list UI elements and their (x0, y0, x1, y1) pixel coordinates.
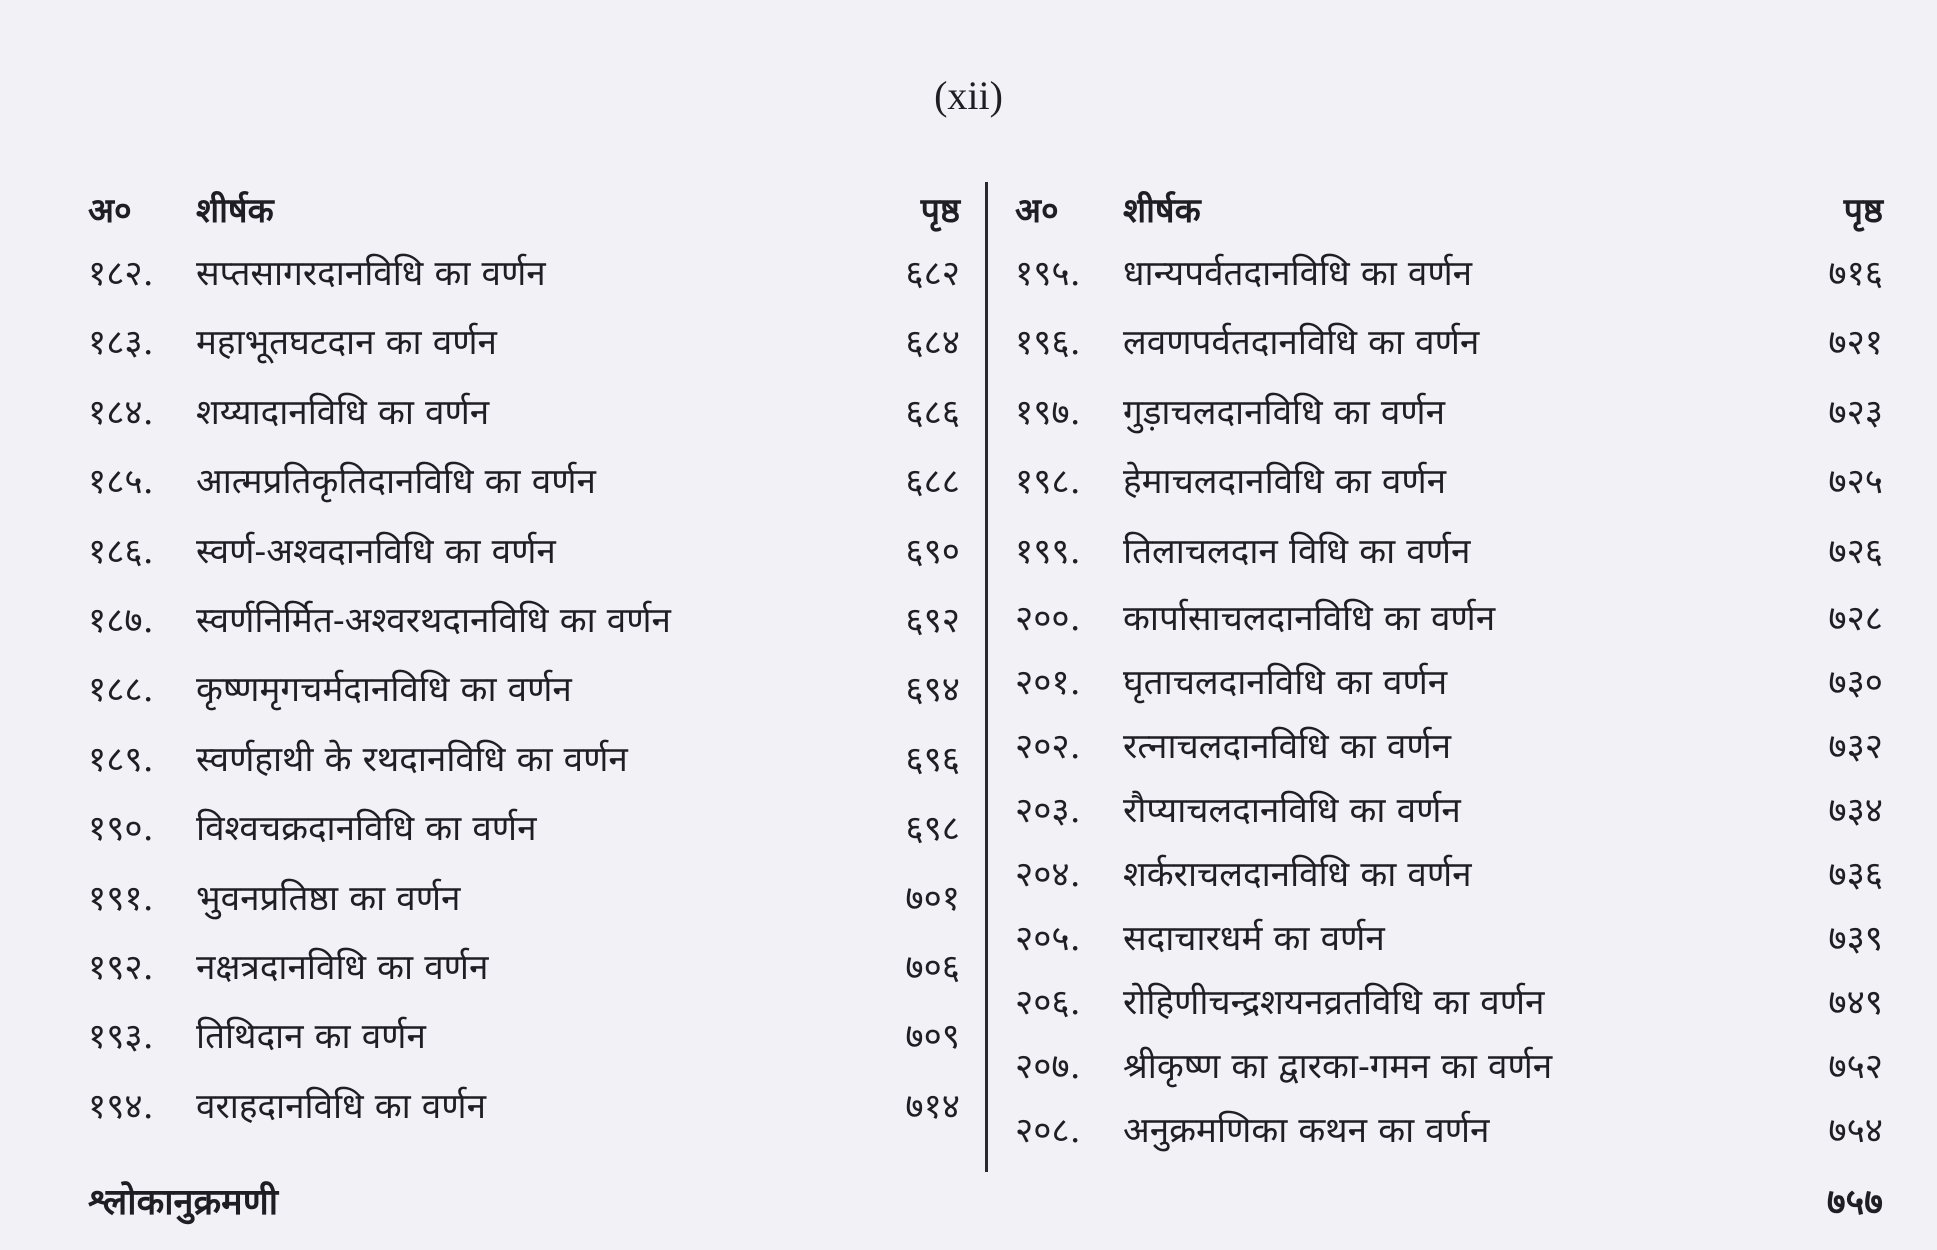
chapter-header: अ० (1015, 191, 1059, 231)
chapter-number: १८९. (88, 739, 154, 780)
page-ref: ७१६ (1828, 254, 1883, 294)
chapter-number: १९३. (88, 1017, 154, 1058)
chapter-title: नक्षत्रदानविधि का वर्णन (196, 947, 489, 988)
toc-entry (1015, 379, 1883, 448)
page-ref: ७३४ (1828, 790, 1883, 831)
page-ref: ७२३ (1828, 392, 1883, 433)
page-ref: ६९६ (905, 739, 960, 780)
chapter-number: २०६. (1015, 982, 1081, 1023)
page-ref: ६८६ (905, 392, 960, 433)
toc-entry (88, 240, 960, 309)
page-ref: ७३९ (1828, 918, 1883, 959)
title-header: शीर्षक (196, 191, 274, 231)
chapter-number: १९८. (1015, 462, 1081, 503)
page-ref: ६८८ (905, 462, 960, 503)
chapter-number: १८८. (88, 670, 154, 711)
column-divider (985, 182, 988, 1172)
toc-entry (88, 1003, 960, 1072)
page-ref: ७०९ (905, 1017, 960, 1058)
page-ref: ६९८ (905, 809, 960, 850)
chapter-number: २०५. (1015, 918, 1081, 959)
toc-entry (1015, 1099, 1883, 1163)
chapter-title: लवणपर्वतदानविधि का वर्णन (1123, 323, 1480, 364)
page-number: (xii) (934, 73, 1003, 118)
toc-entry (1015, 715, 1883, 779)
toc-entry (1015, 448, 1883, 517)
column-header (1015, 178, 1883, 240)
chapter-title: तिथिदान का वर्णन (196, 1017, 426, 1058)
page-ref: ६९४ (905, 670, 960, 711)
chapter-number: १८७. (88, 600, 154, 641)
chapter-title: रोहिणीचन्द्रशयनव्रतविधि का वर्णन (1123, 982, 1545, 1023)
chapter-title: स्वर्ण-अश्वदानविधि का वर्णन (196, 531, 556, 572)
toc-entry (88, 656, 960, 725)
chapter-title: सप्तसागरदानविधि का वर्णन (196, 254, 546, 294)
toc-entry (88, 518, 960, 587)
toc-entry (1015, 309, 1883, 378)
shloka-index-entry (88, 1170, 1883, 1236)
toc-right-list (1015, 240, 1883, 1163)
page-ref: ७२५ (1828, 462, 1883, 503)
chapter-title: स्वर्णहाथी के रथदानविधि का वर्णन (196, 739, 628, 780)
toc-entry (88, 448, 960, 517)
toc-entry (88, 309, 960, 378)
chapter-title: शय्यादानविधि का वर्णन (196, 392, 490, 433)
chapter-title: महाभूतघटदान का वर्णन (196, 323, 497, 364)
toc-entry (1015, 779, 1883, 843)
chapter-number: १९९. (1015, 531, 1081, 572)
chapter-title: कृष्णमृगचर्मदानविधि का वर्णन (196, 670, 572, 711)
page-header: पृष्ठ (1843, 191, 1883, 231)
page-ref: ६८४ (905, 323, 960, 364)
page-ref: ७१४ (905, 1086, 960, 1127)
page-ref: ७५२ (1828, 1046, 1883, 1087)
toc-entry (88, 1073, 960, 1142)
page-ref: ६९२ (905, 600, 960, 641)
toc-entry (1015, 971, 1883, 1035)
toc-right-column (1015, 178, 1883, 1163)
chapter-number: २०८. (1015, 1110, 1081, 1151)
chapter-title: गुड़ाचलदानविधि का वर्णन (1123, 392, 1446, 433)
chapter-title: धान्यपर्वतदानविधि का वर्णन (1123, 254, 1473, 294)
page-ref: ६८२ (905, 254, 960, 294)
chapter-title: रत्नाचलदानविधि का वर्णन (1123, 726, 1452, 767)
chapter-number: १८३. (88, 323, 154, 364)
column-header (88, 178, 960, 240)
toc-left-list (88, 240, 960, 1142)
chapter-number: १९४. (88, 1086, 154, 1127)
chapter-number: २०७. (1015, 1046, 1081, 1087)
chapter-number: २०१. (1015, 662, 1081, 703)
shloka-index-title: श्लोकानुक्रमणी (88, 1182, 279, 1223)
toc-entry (88, 587, 960, 656)
chapter-title: अनुक्रमणिका कथन का वर्णन (1123, 1110, 1490, 1151)
chapter-number: २०४. (1015, 854, 1081, 895)
chapter-title: शर्कराचलदानविधि का वर्णन (1123, 854, 1472, 895)
page-ref: ७०१ (905, 878, 960, 919)
toc-entry (88, 865, 960, 934)
page-ref: ६९० (905, 531, 960, 572)
page-ref: ७३६ (1828, 854, 1883, 895)
chapter-title: वराहदानविधि का वर्णन (196, 1086, 487, 1127)
page-header: पृष्ठ (920, 191, 960, 231)
chapter-title: श्रीकृष्ण का द्वारका-गमन का वर्णन (1123, 1046, 1553, 1087)
chapter-number: २०३. (1015, 790, 1081, 831)
chapter-title: आत्मप्रतिकृतिदानविधि का वर्णन (196, 462, 596, 503)
page-ref: ७५४ (1828, 1110, 1883, 1151)
chapter-number: १९७. (1015, 392, 1081, 433)
toc-entry (88, 934, 960, 1003)
page-ref: ७३० (1828, 662, 1883, 703)
toc-entry (88, 379, 960, 448)
chapter-number: १९२. (88, 947, 154, 988)
toc-entry (88, 726, 960, 795)
page-ref: ७३२ (1828, 726, 1883, 767)
chapter-title: रौप्याचलदानविधि का वर्णन (1123, 790, 1461, 831)
chapter-title: भुवनप्रतिष्ठा का वर्णन (196, 878, 461, 919)
page-ref: ७२१ (1828, 323, 1883, 364)
page-ref: ७४९ (1828, 982, 1883, 1023)
toc-entry (1015, 1035, 1883, 1099)
page-ref: ७२६ (1828, 531, 1883, 572)
chapter-number: १८५. (88, 462, 154, 503)
page-ref: ७२८ (1828, 598, 1883, 639)
chapter-title: तिलाचलदान विधि का वर्णन (1123, 531, 1471, 572)
chapter-number: १९१. (88, 878, 154, 919)
chapter-title: स्वर्णनिर्मित-अश्वरथदानविधि का वर्णन (196, 600, 671, 641)
chapter-number: १८४. (88, 392, 154, 433)
chapter-title: हेमाचलदानविधि का वर्णन (1123, 462, 1447, 503)
chapter-number: १८२. (88, 254, 154, 294)
toc-entry (1015, 587, 1883, 651)
chapter-title: कार्पासाचलदानविधि का वर्णन (1123, 598, 1496, 639)
chapter-title: सदाचारधर्म का वर्णन (1123, 918, 1385, 959)
toc-entry (1015, 843, 1883, 907)
toc-entry (1015, 518, 1883, 587)
chapter-title: घृताचलदानविधि का वर्णन (1123, 662, 1448, 703)
chapter-header: अ० (88, 191, 132, 231)
toc-entry (1015, 907, 1883, 971)
toc-left-column (88, 178, 960, 1142)
chapter-number: १९५. (1015, 254, 1081, 294)
chapter-number: २००. (1015, 598, 1081, 639)
toc-entry (1015, 240, 1883, 309)
chapter-number: १८६. (88, 531, 154, 572)
shloka-index-page: ७५७ (1826, 1182, 1883, 1223)
toc-entry (88, 795, 960, 864)
chapter-number: १९०. (88, 809, 154, 850)
toc-entry (1015, 651, 1883, 715)
chapter-title: विश्वचक्रदानविधि का वर्णन (196, 809, 537, 850)
title-header: शीर्षक (1123, 191, 1201, 231)
chapter-number: २०२. (1015, 726, 1081, 767)
chapter-number: १९६. (1015, 323, 1081, 364)
page-ref: ७०६ (905, 947, 960, 988)
